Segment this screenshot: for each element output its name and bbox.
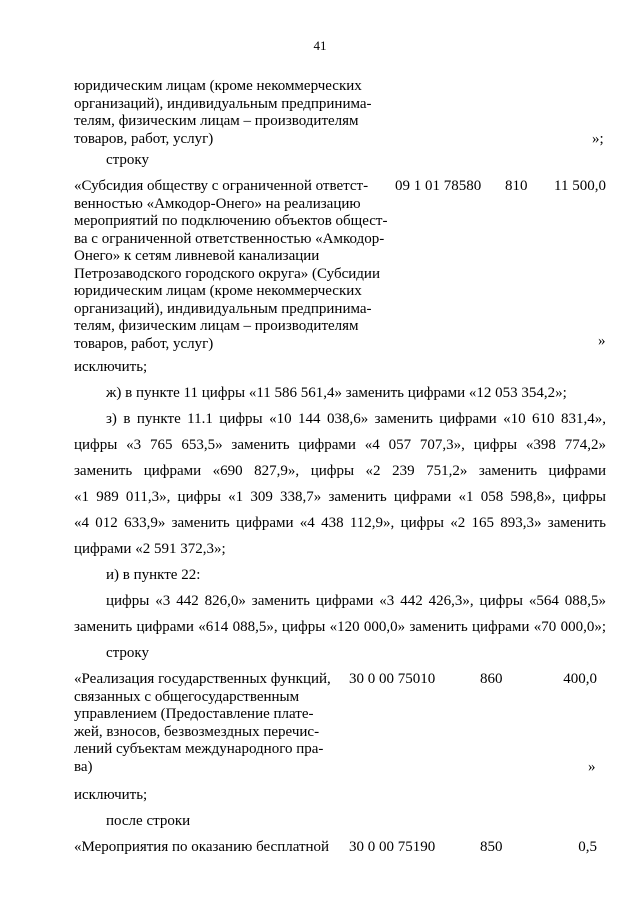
item-z-line: «1 989 011,3», цифры «1 309 338,7» заменить цифрами «1 058 598,8», цифры (74, 489, 606, 505)
text-line: ва) (74, 758, 93, 775)
expense-type: 860 (480, 671, 503, 687)
text-line: жей, взносов, безвозмездных перечис- (74, 723, 320, 740)
item-z-line: цифрами «2 591 372,3»; (74, 541, 226, 557)
text-line: лений субъектам международного пра- (74, 741, 324, 757)
text-line: ва с ограниченной ответственностью «Амкодор- (74, 230, 385, 247)
text-line: товаров, работ, услуг) (74, 130, 214, 147)
text-line: телям, физическим лицам – производителям (74, 318, 359, 334)
item-z-line: «4 012 633,9» заменить цифрами «4 438 112,9», цифры «2 165 893,3» заменить (74, 515, 606, 531)
amount: 0,5 (578, 839, 597, 855)
text-line: управлением (Предоставление плате- (74, 706, 314, 722)
item-i-line: цифры «3 442 826,0» заменить цифрами «3 442 426,3», цифры «564 088,5» (106, 593, 606, 609)
instruction-posle-stroki: после строки (106, 813, 191, 829)
item-z-line: заменить цифрами «690 827,9», цифры «2 239 751,2» заменить цифрами (74, 463, 606, 479)
table-row-description: «Мероприятия по оказанию бесплатной (74, 839, 330, 855)
page-number: 41 (313, 38, 327, 53)
text-line: телям, физическим лицам – производителям (74, 113, 359, 129)
closing-quote: » (588, 759, 596, 775)
text-line: организаций), индивидуальным предпринима- (74, 300, 372, 317)
text-line: венностью «Амкодор-Онего» на реализацию (74, 195, 361, 212)
expense-type: 850 (480, 839, 503, 855)
instruction-iskluchit: исключить; (74, 359, 148, 375)
closing-quote: »; (592, 131, 604, 147)
budget-code: 30 0 00 75010 (349, 671, 436, 687)
closing-quote: » (598, 333, 606, 349)
instruction-iskluchit: исключить; (74, 787, 148, 803)
budget-code: 09 1 01 78580 (395, 178, 482, 194)
item-zh: ж) в пункте 11 цифры «11 586 561,4» заменить цифрами «12 053 354,2»; (106, 385, 567, 401)
instruction-stroku: строку (106, 152, 149, 168)
item-z-line: з) в пункте 11.1 цифры «10 144 038,6» заменить цифрами «10 610 831,4», (106, 411, 606, 427)
item-i: и) в пункте 22: (106, 567, 201, 583)
text-line: мероприятий по подключению объектов общест- (74, 213, 388, 229)
text-line: организаций), индивидуальным предпринима- (74, 95, 372, 112)
text-line: Онего» к сетям ливневой канализации (74, 248, 320, 264)
item-z-line: цифры «3 765 653,5» заменить цифрами «4 057 707,3», цифры «398 774,2» (74, 437, 606, 453)
item-i-line: заменить цифрами «614 088,5», цифры «120 000,0» заменить цифрами «70 000,0»; (74, 619, 606, 635)
amount: 400,0 (563, 671, 597, 687)
budget-code: 30 0 00 75190 (349, 839, 436, 855)
instruction-stroku: строку (106, 645, 149, 661)
text-line: юридическим лицам (кроме некоммерческих (74, 78, 362, 94)
text-line: «Реализация государственных функций, (74, 671, 331, 687)
text-line: Петрозаводского городского округа» (Субсидии (74, 265, 380, 282)
expense-type: 810 (505, 178, 528, 194)
text-line: товаров, работ, услуг) (74, 335, 214, 352)
table-row-description (74, 178, 387, 353)
text-line: юридическим лицам (кроме некоммерческих (74, 283, 362, 299)
amount: 11 500,0 (554, 178, 606, 194)
table-row-description (74, 671, 331, 776)
text-line: связанных с общегосударственным (74, 688, 300, 705)
previous-row-text (74, 78, 372, 148)
text-line: «Субсидия обществу с ограниченной ответст- (74, 178, 369, 194)
